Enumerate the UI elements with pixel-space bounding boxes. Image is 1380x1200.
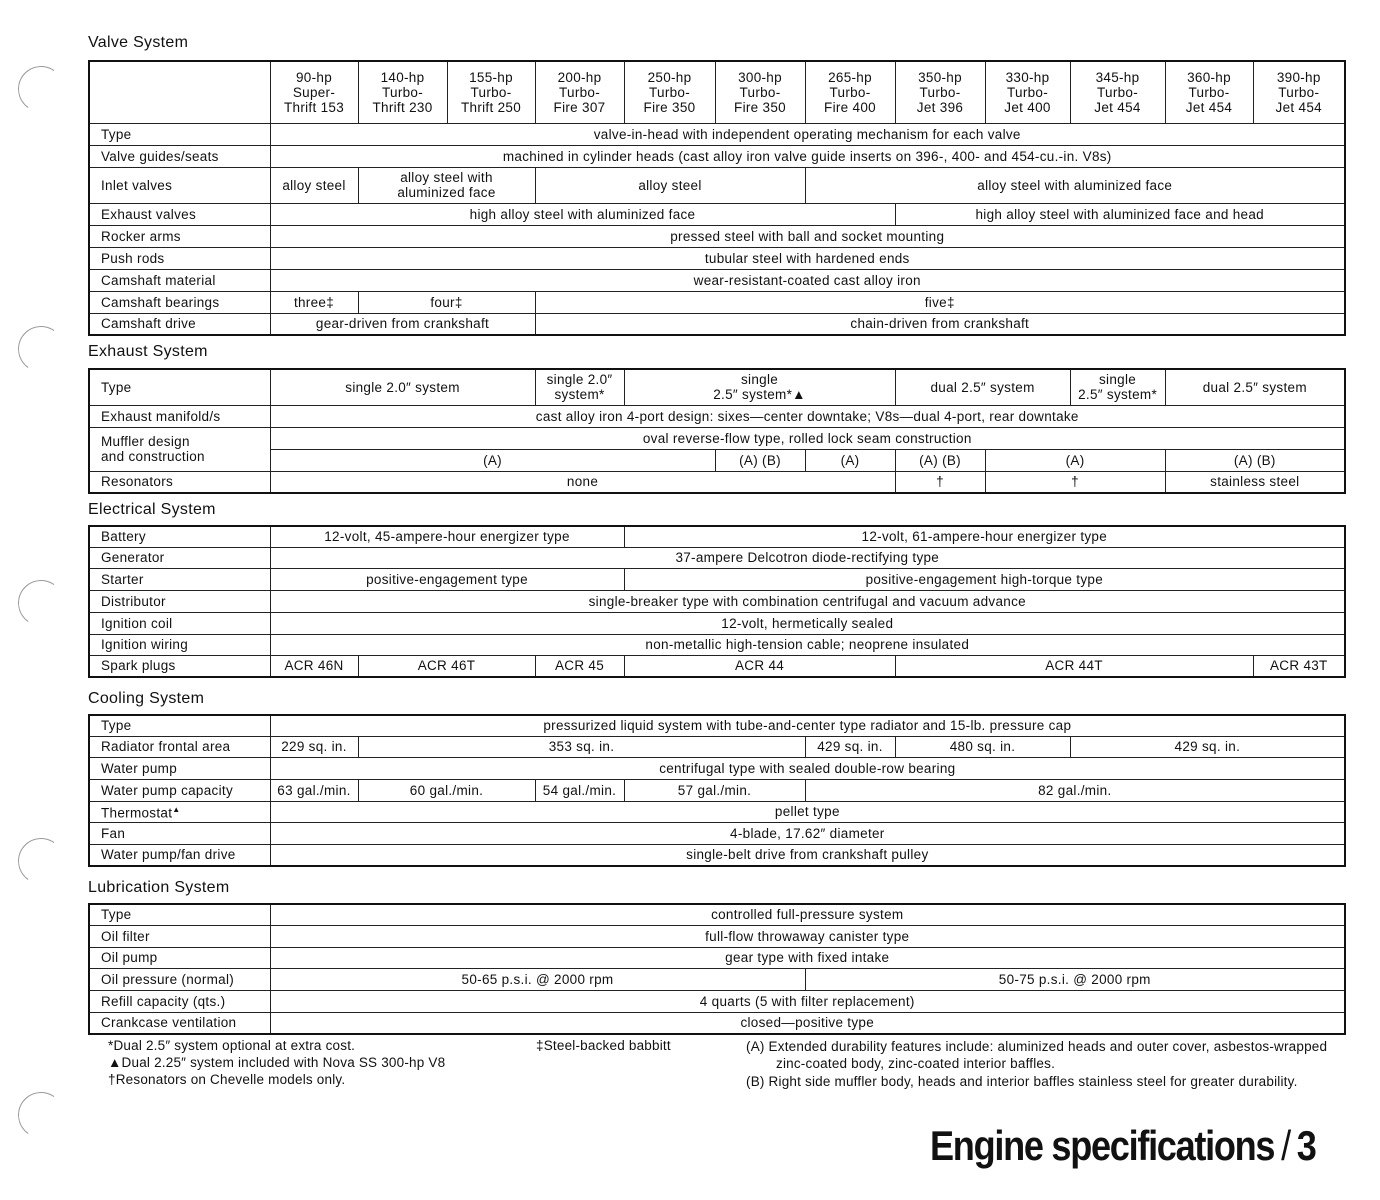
row-label: Valve guides/seats (89, 145, 270, 167)
table-row (89, 925, 1345, 947)
cell-value: single 2.0″ system* (535, 369, 624, 405)
table-row (89, 736, 1345, 757)
cell-value: 60 gal./min. (358, 779, 535, 801)
table-row (89, 757, 1345, 779)
cell-value: (A) (B) (1165, 449, 1345, 471)
row-label: Crankcase ventilation (89, 1012, 270, 1034)
cell-value: ACR 46N (270, 655, 358, 677)
table-row (89, 568, 1345, 590)
header-blank (89, 61, 270, 123)
row-label: Starter (89, 568, 270, 590)
table-row (89, 801, 1345, 822)
row-label: Refill capacity (qts.) (89, 990, 270, 1012)
row-label: Distributor (89, 590, 270, 612)
cell-value: ACR 43T (1253, 655, 1345, 677)
cell-value: 12-volt, hermetically sealed (270, 612, 1345, 634)
cell-value: gear-driven from crankshaft (270, 313, 535, 335)
row-label: Radiator frontal area (89, 736, 270, 757)
cooling-system-table (88, 714, 1346, 867)
row-label: Camshaft bearings (89, 291, 270, 313)
engine-header: 390-hp Turbo- Jet 454 (1253, 61, 1345, 123)
table-row (89, 844, 1345, 866)
cell-value: oval reverse-flow type, rolled lock seam construction (270, 427, 1345, 449)
cell-value: 353 sq. in. (358, 736, 805, 757)
table-row (89, 427, 1345, 449)
engine-header: 360-hp Turbo- Jet 454 (1165, 61, 1253, 123)
lubrication-system-table (88, 903, 1346, 1035)
cell-value: 12-volt, 45-ampere-hour energizer type (270, 526, 624, 547)
cell-value: 4 quarts (5 with filter replacement) (270, 990, 1345, 1012)
table-row (89, 779, 1345, 801)
binder-hole (14, 322, 67, 375)
page-title-text: Engine specifications (930, 1122, 1275, 1169)
engine-header: 200-hp Turbo- Fire 307 (535, 61, 624, 123)
row-label: Generator (89, 547, 270, 568)
valve-system-table (88, 60, 1346, 336)
table-row (89, 145, 1345, 167)
valve-system-title: Valve System (88, 34, 189, 51)
cell-value: five‡ (535, 291, 1345, 313)
table-row (89, 269, 1345, 291)
table-row (89, 968, 1345, 990)
row-label: Fan (89, 822, 270, 844)
table-row (89, 471, 1345, 493)
lubrication-system-title: Lubrication System (88, 879, 230, 896)
cell-value: (A) (985, 449, 1165, 471)
cell-value: single 2.5″ system*▲ (624, 369, 895, 405)
row-label: Spark plugs (89, 655, 270, 677)
engine-header: 345-hp Turbo- Jet 454 (1070, 61, 1165, 123)
cell-value: (A) (B) (895, 449, 985, 471)
binder-hole (14, 576, 67, 629)
row-label: Type (89, 904, 270, 925)
row-label: Thermostat▲ (89, 801, 270, 822)
footnotes-symbols (108, 1037, 445, 1088)
row-label: Ignition coil (89, 612, 270, 634)
footnotes-letters (746, 1038, 1346, 1090)
electrical-system-title: Electrical System (88, 501, 216, 518)
row-label: Oil filter (89, 925, 270, 947)
page-number: 3 (1296, 1122, 1316, 1169)
table-row (89, 203, 1345, 225)
cell-value: 54 gal./min. (535, 779, 624, 801)
cell-value: dual 2.5″ system (895, 369, 1070, 405)
cell-value: controlled full-pressure system (270, 904, 1345, 925)
row-label: Water pump (89, 757, 270, 779)
cell-value: closed—positive type (270, 1012, 1345, 1034)
table-row (89, 526, 1345, 547)
table-row (89, 990, 1345, 1012)
table-row (89, 904, 1345, 925)
engine-header: 330-hp Turbo- Jet 400 (985, 61, 1070, 123)
engine-header-row (89, 61, 1345, 123)
engine-header: 350-hp Turbo- Jet 396 (895, 61, 985, 123)
row-label: Camshaft drive (89, 313, 270, 335)
cell-value: high alloy steel with aluminized face and head (895, 203, 1345, 225)
row-label: Oil pump (89, 947, 270, 968)
cell-value: wear-resistant-coated cast alloy iron (270, 269, 1345, 291)
cooling-system-title: Cooling System (88, 690, 205, 707)
cell-value: positive-engagement type (270, 568, 624, 590)
cell-value: single 2.5″ system* (1070, 369, 1165, 405)
footnote: †Resonators on Chevelle models only. (108, 1072, 346, 1087)
table-row (89, 655, 1345, 677)
cell-value: † (895, 471, 985, 493)
table-row (89, 313, 1345, 335)
cell-value: full-flow throwaway canister type (270, 925, 1345, 947)
cell-value: (A) (270, 449, 715, 471)
cell-value: 229 sq. in. (270, 736, 358, 757)
cell-value: single-breaker type with combination centrifugal and vacuum advance (270, 590, 1345, 612)
electrical-system-table (88, 525, 1346, 678)
row-label: Muffler design and construction (89, 427, 270, 471)
cell-value: machined in cylinder heads (cast alloy iron valve guide inserts on 396-, 400- and 454-cu.-in. V8s) (270, 145, 1345, 167)
footnote: (B) Right side muffler body, heads and interior baffles stainless steel for greater durability. (746, 1074, 1298, 1089)
cell-value: † (985, 471, 1165, 493)
row-label: Camshaft material (89, 269, 270, 291)
cell-value: 57 gal./min. (624, 779, 805, 801)
footnote-babbitt (536, 1037, 671, 1054)
table-row (89, 590, 1345, 612)
cell-value: 429 sq. in. (1070, 736, 1345, 757)
table-row (89, 947, 1345, 968)
cell-value: three‡ (270, 291, 358, 313)
page-title (930, 1122, 1316, 1170)
table-row (89, 612, 1345, 634)
cell-value: stainless steel (1165, 471, 1345, 493)
row-label: Exhaust valves (89, 203, 270, 225)
row-label: Water pump capacity (89, 779, 270, 801)
cell-value: alloy steel (535, 167, 805, 203)
engine-header: 90-hp Super- Thrift 153 (270, 61, 358, 123)
cell-value: non-metallic high-tension cable; neoprene insulated (270, 634, 1345, 655)
cell-value: single-belt drive from crankshaft pulley (270, 844, 1345, 866)
cell-value: ACR 44 (624, 655, 895, 677)
row-label: Resonators (89, 471, 270, 493)
cell-value: positive-engagement high-torque type (624, 568, 1345, 590)
cell-value: pellet type (270, 801, 1345, 822)
table-row (89, 247, 1345, 269)
cell-value: chain-driven from crankshaft (535, 313, 1345, 335)
cell-value: none (270, 471, 895, 493)
cell-value: single 2.0″ system (270, 369, 535, 405)
row-label: Inlet valves (89, 167, 270, 203)
table-row (89, 547, 1345, 568)
table-row (89, 225, 1345, 247)
cell-value: 50-65 p.s.i. @ 2000 rpm (270, 968, 805, 990)
engine-header: 155-hp Turbo- Thrift 250 (447, 61, 535, 123)
engine-header: 140-hp Turbo- Thrift 230 (358, 61, 447, 123)
cell-value: alloy steel with aluminized face (358, 167, 535, 203)
row-label: Type (89, 715, 270, 736)
cell-value: (A) (B) (715, 449, 805, 471)
cell-value: tubular steel with hardened ends (270, 247, 1345, 269)
binder-hole (14, 834, 67, 887)
row-label: Rocker arms (89, 225, 270, 247)
footnote: (A) Extended durability features include: aluminized heads and outer cover, asbestos-wrapped zinc-coated body, zinc-coated interior baffles. (746, 1039, 1328, 1071)
footnote: ▲Dual 2.25″ system included with Nova SS 300-hp V8 (108, 1055, 446, 1070)
cell-value: 12-volt, 61-ampere-hour energizer type (624, 526, 1345, 547)
exhaust-system-title: Exhaust System (88, 343, 208, 360)
binder-hole (14, 1088, 67, 1141)
cell-value: alloy steel with aluminized face (805, 167, 1345, 203)
cell-value: 50-75 p.s.i. @ 2000 rpm (805, 968, 1345, 990)
cell-value: ACR 46T (358, 655, 535, 677)
cell-value: pressurized liquid system with tube-and-center type radiator and 15-lb. pressure cap (270, 715, 1345, 736)
table-row (89, 822, 1345, 844)
cell-value: 429 sq. in. (805, 736, 895, 757)
table-row (89, 405, 1345, 427)
engine-header: 265-hp Turbo- Fire 400 (805, 61, 895, 123)
table-row (89, 369, 1345, 405)
cell-value: 4-blade, 17.62″ diameter (270, 822, 1345, 844)
table-row (89, 715, 1345, 736)
row-label: Exhaust manifold/s (89, 405, 270, 427)
cell-value: ACR 45 (535, 655, 624, 677)
page-title-slash: / (1281, 1122, 1290, 1169)
engine-header: 250-hp Turbo- Fire 350 (624, 61, 715, 123)
cell-value: 37-ampere Delcotron diode-rectifying type (270, 547, 1345, 568)
cell-value: ACR 44T (895, 655, 1253, 677)
row-label: Ignition wiring (89, 634, 270, 655)
binder-hole (14, 62, 67, 115)
engine-header: 300-hp Turbo- Fire 350 (715, 61, 805, 123)
footnote: ‡Steel-backed babbitt (536, 1038, 671, 1053)
cell-value: valve-in-head with independent operating mechanism for each valve (270, 123, 1345, 145)
cell-value: 480 sq. in. (895, 736, 1070, 757)
cell-value: four‡ (358, 291, 535, 313)
cell-value: (A) (805, 449, 895, 471)
row-label: Battery (89, 526, 270, 547)
cell-value: high alloy steel with aluminized face (270, 203, 895, 225)
table-row (89, 123, 1345, 145)
cell-value: alloy steel (270, 167, 358, 203)
table-row (89, 634, 1345, 655)
table-row (89, 1012, 1345, 1034)
footnote: *Dual 2.5″ system optional at extra cost. (108, 1038, 356, 1053)
row-label: Type (89, 123, 270, 145)
cell-value: 82 gal./min. (805, 779, 1345, 801)
table-row (89, 449, 1345, 471)
cell-value: dual 2.5″ system (1165, 369, 1345, 405)
exhaust-system-table (88, 368, 1346, 494)
cell-value: centrifugal type with sealed double-row bearing (270, 757, 1345, 779)
cell-value: pressed steel with ball and socket mounting (270, 225, 1345, 247)
cell-value: cast alloy iron 4-port design: sixes—center downtake; V8s—dual 4-port, rear downtake (270, 405, 1345, 427)
cell-value: 63 gal./min. (270, 779, 358, 801)
row-label: Water pump/fan drive (89, 844, 270, 866)
row-label: Oil pressure (normal) (89, 968, 270, 990)
table-row (89, 291, 1345, 313)
row-label: Type (89, 369, 270, 405)
cell-value: gear type with fixed intake (270, 947, 1345, 968)
table-row (89, 167, 1345, 203)
row-label: Push rods (89, 247, 270, 269)
